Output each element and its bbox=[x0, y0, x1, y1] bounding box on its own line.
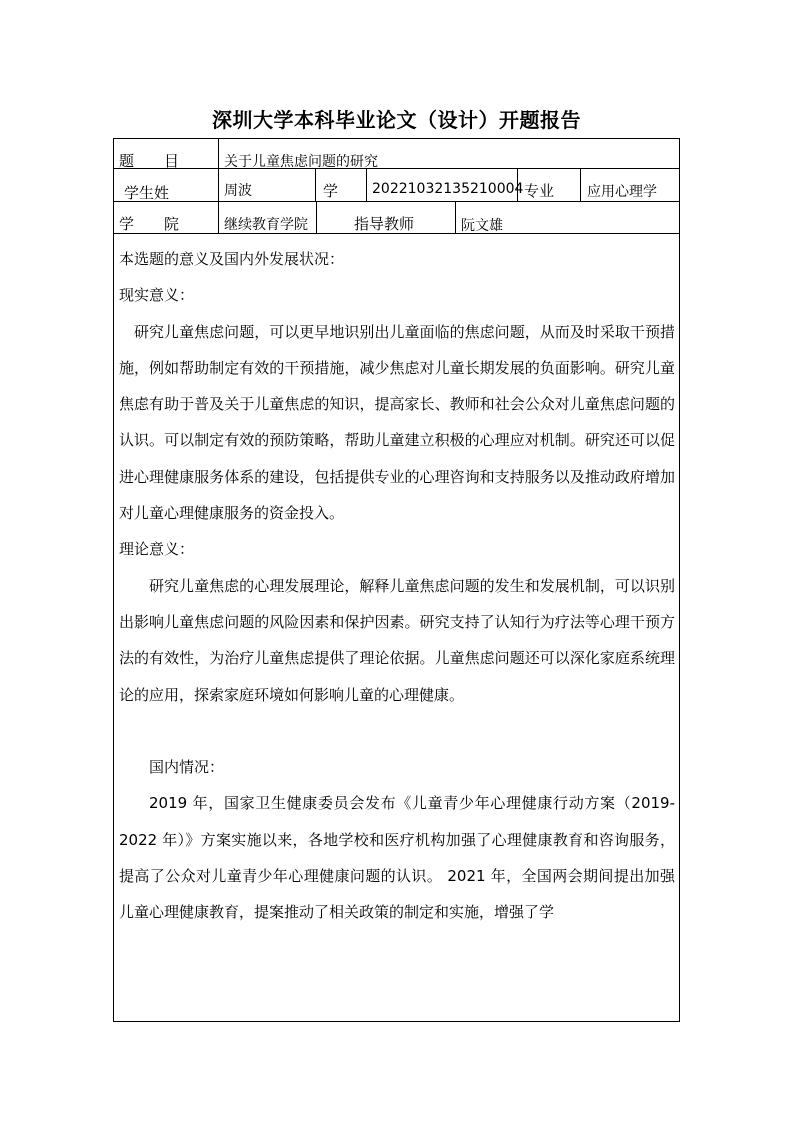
table-col-divider bbox=[218, 138, 219, 233]
practical-paragraph: 研究儿童焦虑问题，可以更早地识别出儿童面临的焦虑问题，从而及时采取干预措施，例如帮助制定有效的干预措施，减少焦虑对儿童长期发展的负面影响。研究儿童焦虑有助于普及关于儿童焦虑的知识，提高家长、教师和社会公众对儿童焦虑问题的认识。可以制定有效的预防策略，帮助儿童建立积极的心理应对机制。研究还可以促进心理健康服务体系的建设，包括提供专业的心理咨询和支持服务以及推动政府增加对儿童心理健康服务的资金投入。 bbox=[119, 322, 675, 523]
student-id-label: 学 bbox=[323, 182, 339, 200]
student-id-value: 20221032135210004 bbox=[372, 181, 524, 197]
table-row-divider bbox=[113, 201, 680, 202]
major-label: 专业 bbox=[524, 182, 555, 200]
domestic-heading: 国内情况： bbox=[149, 758, 225, 777]
table-col-divider bbox=[366, 168, 367, 201]
spacer bbox=[119, 713, 675, 749]
table-col-divider bbox=[580, 168, 581, 201]
college-label: 学 院 bbox=[119, 215, 180, 233]
domestic-paragraph: 2019 年，国家卫生健康委员会发布《儿童青少年心理健康行动方案（2019-2022 年）》方案实施以来，各地学校和医疗机构加强了心理健康教育和咨询服务，提高了公众对儿童青少年心理健康问题的认识。 2021 年，全国两会期间提出加强儿童心理健康教育，提案推动了相关政策的制定和实施，增强了学 bbox=[119, 794, 675, 922]
college-value: 继续教育学院 bbox=[224, 217, 308, 233]
theory-paragraph: 研究儿童焦虑的心理发展理论，解释儿童焦虑问题的发生和发展机制，可以识别出影响儿童焦虑问题的风险因素和保护因素。研究支持了认知行为疗法等心理干预方法的有效性，为治疗儿童焦虑提供了理论依据。儿童焦虑问题还可以深化家庭系统理论的应用，探索家庭环境如何影响儿童的心理健康。 bbox=[119, 576, 675, 704]
table-col-divider bbox=[315, 168, 316, 201]
report-body bbox=[119, 241, 675, 931]
topic-value: 关于儿童焦虑问题的研究 bbox=[224, 154, 378, 170]
major-value: 应用心理学 bbox=[587, 184, 657, 200]
table-row-divider bbox=[113, 168, 680, 169]
section-heading: 本选题的意义及国内外发展状况： bbox=[119, 250, 345, 268]
theory-heading: 理论意义： bbox=[119, 540, 195, 559]
advisor-label: 指导教师 bbox=[354, 215, 415, 233]
advisor-value: 阮文雄 bbox=[461, 218, 503, 234]
document-title: 深圳大学本科毕业论文（设计）开题报告 bbox=[212, 108, 581, 132]
student-name-label: 学生姓 bbox=[124, 184, 170, 202]
table-col-divider bbox=[316, 201, 317, 233]
student-name-value: 周波 bbox=[224, 183, 252, 199]
practical-heading: 现实意义： bbox=[119, 286, 195, 305]
topic-label: 题 目 bbox=[119, 152, 180, 170]
table-col-divider bbox=[455, 201, 456, 233]
